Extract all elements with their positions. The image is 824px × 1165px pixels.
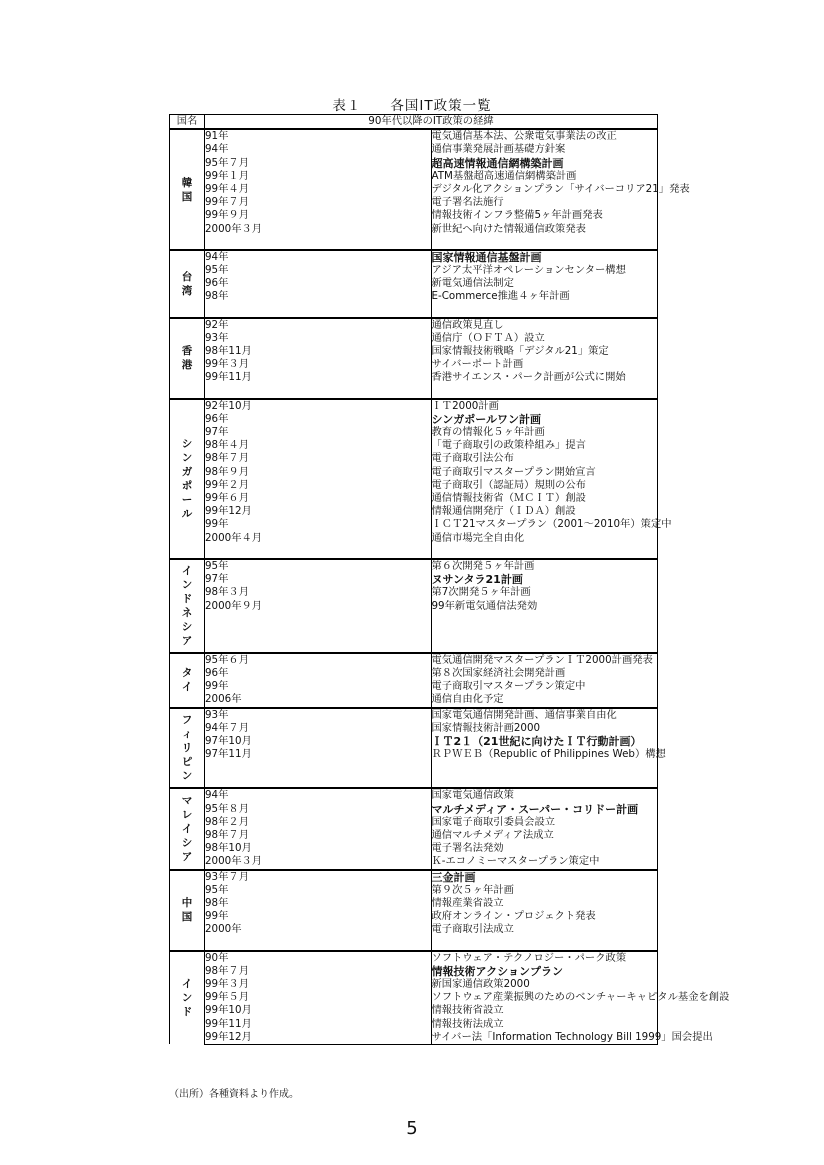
event-cell: ＩＴ2１（21世紀に向けたＩＴ行動計画） xyxy=(431,735,658,748)
event-cell: ＩＴ2000計画 xyxy=(431,399,658,413)
year-cell: 98年７月 xyxy=(205,965,432,978)
event-cell: E-Commerce推進４ヶ年計画 xyxy=(431,290,658,303)
country-label: 台湾 xyxy=(181,270,193,297)
event-cell: 99年新電気通信法発効 xyxy=(431,600,658,613)
year-cell: 95年 xyxy=(205,884,432,897)
country-label: インド xyxy=(181,978,193,1019)
year-cell: 93年 xyxy=(205,332,432,345)
table-row xyxy=(170,518,658,531)
event-cell: 香港サイエンス・パーク計画が公式に開始 xyxy=(431,371,658,384)
event-cell: 第7次開発５ヶ年計画 xyxy=(431,586,658,599)
table-row xyxy=(170,937,658,951)
year-cell: 91年 xyxy=(205,129,432,143)
table-row xyxy=(170,385,658,399)
table-row xyxy=(170,236,658,250)
year-cell: 96年 xyxy=(205,667,432,680)
event-cell: 国家情報技術計画2000 xyxy=(431,722,658,735)
country-name xyxy=(170,559,205,653)
page-number: 5 xyxy=(406,1118,418,1139)
table-row xyxy=(170,910,658,923)
table-row xyxy=(170,788,658,802)
country-label: タイ xyxy=(181,667,193,694)
source-note: （出所）各種資料より作成。 xyxy=(169,1089,299,1100)
year-cell: 99年 xyxy=(205,910,432,923)
event-cell: 情報技術インフラ整備5ヶ年計画発表 xyxy=(431,209,658,222)
event-cell: 三金計画 xyxy=(431,870,658,884)
year-cell: 93年７月 xyxy=(205,870,432,884)
year-cell: 94年 xyxy=(205,250,432,264)
event-cell: サイバー法「Information Technology Bill 1999」国会提出 xyxy=(431,1030,713,1043)
event-cell xyxy=(431,626,658,639)
table-row xyxy=(170,897,658,910)
event-cell: 通信自由化予定 xyxy=(431,693,658,707)
event-cell: マルチメディア・スーパー・コリドー計画 xyxy=(431,803,658,816)
year-cell: 96年 xyxy=(205,277,432,290)
table-row xyxy=(170,884,658,897)
year-cell: 2000年 xyxy=(205,923,432,936)
country-name xyxy=(170,870,205,951)
year-cell: 2000年３月 xyxy=(205,855,432,869)
event-cell: 新国家通信政策2000 xyxy=(431,978,658,991)
year-cell: 99年３月 xyxy=(205,978,432,991)
country-label: マレイシア xyxy=(181,794,193,863)
table-row xyxy=(170,371,658,384)
year-cell: 99年11月 xyxy=(205,371,432,384)
table-row xyxy=(170,277,658,290)
year-cell: 97年10月 xyxy=(205,735,432,748)
policy-table xyxy=(169,114,730,1045)
table-row xyxy=(170,667,658,680)
table-row xyxy=(170,479,658,492)
event-cell: 国家電気通信開発計画、通信事業自由化 xyxy=(431,708,658,722)
year-cell xyxy=(205,639,432,653)
table-row xyxy=(170,870,658,884)
country-group xyxy=(170,653,658,708)
year-cell: 99年９月 xyxy=(205,209,432,222)
table-row xyxy=(170,223,658,236)
event-cell: 通信庁（ＯＦＴＡ）設立 xyxy=(431,332,658,345)
table-row xyxy=(170,413,658,426)
year-cell: 97年 xyxy=(205,426,432,439)
table-row xyxy=(170,761,658,774)
header-country: 国名 xyxy=(170,115,205,130)
year-cell: 98年10月 xyxy=(205,842,432,855)
event-cell: ヌサンタラ21計画 xyxy=(431,573,658,586)
year-cell: 94年 xyxy=(205,143,432,156)
country-group xyxy=(170,250,658,318)
year-cell: 95年７月 xyxy=(205,157,432,170)
event-cell: 「電子商取引の政策枠組み」提言 xyxy=(431,439,658,452)
year-cell: 99年11月 xyxy=(205,1018,432,1031)
year-cell: 99年 xyxy=(205,680,432,693)
event-cell: 通信政策見直し xyxy=(431,318,658,332)
event-cell xyxy=(431,545,658,559)
table-row xyxy=(170,708,658,722)
event-cell xyxy=(431,937,658,951)
table-row xyxy=(170,157,658,170)
country-label: シンガポール xyxy=(181,437,193,520)
event-cell xyxy=(431,774,658,788)
table-row xyxy=(170,600,658,613)
country-label: フィリピン xyxy=(181,713,193,782)
country-name xyxy=(170,318,205,399)
table-row xyxy=(170,978,658,991)
table-row xyxy=(170,332,658,345)
year-cell: 98年７月 xyxy=(205,829,432,842)
event-cell: 国家情報技術戦略「デジタル21」策定 xyxy=(431,345,658,358)
year-cell: 2000年３月 xyxy=(205,223,432,236)
year-cell: 96年 xyxy=(205,413,432,426)
table-row xyxy=(170,965,658,978)
year-cell: 98年２月 xyxy=(205,816,432,829)
table-row xyxy=(170,1004,658,1017)
event-cell: 電子商取引法成立 xyxy=(431,923,658,936)
year-cell: 95年８月 xyxy=(205,803,432,816)
year-cell: 99年10月 xyxy=(205,1004,432,1017)
table-row xyxy=(170,816,658,829)
event-cell: 新電気通信法制定 xyxy=(431,277,658,290)
table-row xyxy=(170,170,658,183)
year-cell xyxy=(205,774,432,788)
year-cell: 98年 xyxy=(205,290,432,303)
year-cell: 98年９月 xyxy=(205,466,432,479)
event-cell: 第９次５ヶ年計画 xyxy=(431,884,658,897)
event-cell xyxy=(431,613,658,626)
event-cell xyxy=(431,304,658,318)
event-cell: 国家情報通信基盤計画 xyxy=(431,250,658,264)
table-row xyxy=(170,532,658,545)
event-cell: シンガポールワン計画 xyxy=(431,413,658,426)
table-row xyxy=(170,466,658,479)
event-cell: 政府オンライン・プロジェクト発表 xyxy=(431,910,658,923)
year-cell: 98年３月 xyxy=(205,586,432,599)
event-cell: 電子商取引マスタープラン策定中 xyxy=(431,680,658,693)
table-row xyxy=(170,439,658,452)
table-row xyxy=(170,559,658,573)
event-cell xyxy=(431,761,658,774)
table-row xyxy=(170,1031,658,1045)
table-row xyxy=(170,855,658,869)
country-group xyxy=(170,399,672,559)
year-cell: 93年 xyxy=(205,708,432,722)
year-cell: 95年 xyxy=(205,264,432,277)
table-row xyxy=(170,613,658,626)
event-cell: ＩＣＴ21マスタープラン（2001～2010年）策定中 xyxy=(431,518,672,531)
country-group xyxy=(170,708,666,789)
event-cell: 情報技術法成立 xyxy=(431,1018,658,1031)
table-row xyxy=(170,250,658,264)
event-cell: 通信マルチメディア法成立 xyxy=(431,829,658,842)
table-row xyxy=(170,183,658,196)
year-cell xyxy=(205,626,432,639)
table-row xyxy=(170,639,658,653)
event-cell: デジタル化アクションプラン「サイバーコリア21」発表 xyxy=(431,183,690,196)
country-label: 韓国 xyxy=(181,176,193,203)
country-label: 中国 xyxy=(181,897,193,924)
year-cell: 99年３月 xyxy=(205,358,432,371)
event-cell: 通信市場完全自由化 xyxy=(431,532,658,545)
year-cell: 99年12月 xyxy=(205,1031,432,1045)
event-cell: 第８次国家経済社会開発計画 xyxy=(431,667,658,680)
table-row xyxy=(170,196,658,209)
event-cell: 第６次開発５ヶ年計画 xyxy=(431,559,658,573)
table-row xyxy=(170,426,658,439)
table-row xyxy=(170,722,658,735)
event-cell: ATM基盤超高速通信網構築計画 xyxy=(431,170,658,183)
event-cell: 電子署名法発効 xyxy=(431,842,658,855)
country-label: 香港 xyxy=(181,345,193,372)
year-cell: 99年７月 xyxy=(205,196,432,209)
header-history: 90年代以降のIT政策の経緯 xyxy=(205,115,658,130)
country-name xyxy=(170,653,205,708)
event-cell: 電気通信開発マスタープランＩＴ2000計画発表 xyxy=(431,653,658,667)
event-cell: 電子商取引マスタープラン開始宣言 xyxy=(431,466,658,479)
country-group xyxy=(170,129,690,250)
year-cell: 98年11月 xyxy=(205,345,432,358)
year-cell xyxy=(205,304,432,318)
event-cell: 通信情報技術省（ＭＣＩＴ）創設 xyxy=(431,492,658,505)
table-row xyxy=(170,573,658,586)
country-label: インドネシア xyxy=(181,564,193,647)
country-name xyxy=(170,399,205,559)
year-cell: 92年10月 xyxy=(205,399,432,413)
year-cell: 99年 xyxy=(205,518,432,531)
event-cell: 通信事業発展計画基礎方針案 xyxy=(431,143,658,156)
year-cell: 99年６月 xyxy=(205,492,432,505)
year-cell xyxy=(205,761,432,774)
table-row xyxy=(170,586,658,599)
country-name xyxy=(170,129,205,250)
table-row xyxy=(170,345,658,358)
year-cell xyxy=(205,545,432,559)
table-row xyxy=(170,653,658,667)
year-cell: 98年 xyxy=(205,897,432,910)
country-group xyxy=(170,870,658,951)
table-row xyxy=(170,951,658,965)
event-cell: 国家電気通信政策 xyxy=(431,788,658,802)
year-cell xyxy=(205,613,432,626)
table-title: 表１ 各国IT政策一覧 xyxy=(332,98,492,114)
table-row xyxy=(170,399,658,413)
event-cell xyxy=(431,639,658,653)
year-cell xyxy=(205,236,432,250)
event-cell: 情報技術省設立 xyxy=(431,1004,658,1017)
table-row xyxy=(170,923,658,936)
event-cell xyxy=(431,385,658,399)
table-row xyxy=(170,748,658,761)
event-cell: ＲＰＷＥＢ（Republic of Philippines Web）構想 xyxy=(431,748,666,761)
country-name xyxy=(170,788,205,869)
country-group xyxy=(170,951,730,1045)
year-cell: 97年11月 xyxy=(205,748,432,761)
table-row xyxy=(170,803,658,816)
table-row xyxy=(170,505,658,518)
table-row xyxy=(170,358,658,371)
table-row xyxy=(170,680,658,693)
year-cell: 2000年４月 xyxy=(205,532,432,545)
table-header-row xyxy=(170,115,658,130)
country-name xyxy=(170,250,205,318)
year-cell: 2000年９月 xyxy=(205,600,432,613)
event-cell: 情報産業省設立 xyxy=(431,897,658,910)
table-row xyxy=(170,143,658,156)
event-cell: 電子署名法施行 xyxy=(431,196,658,209)
table-row xyxy=(170,626,658,639)
country-name xyxy=(170,951,205,1045)
event-cell: ソフトウェア・テクノロジー・パーク政策 xyxy=(431,951,658,965)
year-cell: 90年 xyxy=(205,951,432,965)
year-cell xyxy=(205,937,432,951)
year-cell: 99年４月 xyxy=(205,183,432,196)
event-cell: アジア太平洋オペレーションセンター構想 xyxy=(431,264,658,277)
year-cell: 94年７月 xyxy=(205,722,432,735)
country-group xyxy=(170,788,658,869)
table-row xyxy=(170,991,658,1004)
event-cell: 電気通信基本法、公衆電気事業法の改正 xyxy=(431,129,658,143)
year-cell: 94年 xyxy=(205,788,432,802)
year-cell: 95年 xyxy=(205,559,432,573)
event-cell: 情報技術アクションプラン xyxy=(431,965,658,978)
event-cell: 情報通信開発庁（ＩＤＡ）創設 xyxy=(431,505,658,518)
table-row xyxy=(170,774,658,788)
table-row xyxy=(170,318,658,332)
event-cell: 超高速情報通信網構築計画 xyxy=(431,157,658,170)
table-row xyxy=(170,492,658,505)
year-cell: 98年７月 xyxy=(205,452,432,465)
table-row xyxy=(170,129,658,143)
table-row xyxy=(170,1018,658,1031)
year-cell: 99年５月 xyxy=(205,991,432,1004)
country-group xyxy=(170,559,658,653)
event-cell: 教育の情報化５ヶ年計画 xyxy=(431,426,658,439)
year-cell: 95年６月 xyxy=(205,653,432,667)
table-row xyxy=(170,842,658,855)
event-cell: 電子商取引（認証局）規則の公布 xyxy=(431,479,658,492)
table-row xyxy=(170,735,658,748)
country-group xyxy=(170,318,658,399)
year-cell xyxy=(205,385,432,399)
event-cell: Ｋ-エコノミーマスタープラン策定中 xyxy=(431,855,658,869)
event-cell: 電子商取引法公布 xyxy=(431,452,658,465)
year-cell: 99年12月 xyxy=(205,505,432,518)
table-row xyxy=(170,264,658,277)
event-cell: サイバーポート計画 xyxy=(431,358,658,371)
year-cell: 2006年 xyxy=(205,693,432,707)
event-cell: 新世紀へ向けた情報通信政策発表 xyxy=(431,223,658,236)
year-cell: 99年１月 xyxy=(205,170,432,183)
event-cell: 国家電子商取引委員会設立 xyxy=(431,816,658,829)
table-row xyxy=(170,452,658,465)
year-cell: 98年４月 xyxy=(205,439,432,452)
table-row xyxy=(170,304,658,318)
table-row xyxy=(170,545,658,559)
year-cell: 97年 xyxy=(205,573,432,586)
table-row xyxy=(170,209,658,222)
event-cell: ソフトウェア産業振興のためのベンチャーキャピタル基金を創設 xyxy=(431,991,730,1004)
table-row xyxy=(170,290,658,303)
event-cell xyxy=(431,236,658,250)
table-row xyxy=(170,693,658,707)
country-name xyxy=(170,708,205,789)
year-cell: 92年 xyxy=(205,318,432,332)
table-row xyxy=(170,829,658,842)
year-cell: 99年２月 xyxy=(205,479,432,492)
